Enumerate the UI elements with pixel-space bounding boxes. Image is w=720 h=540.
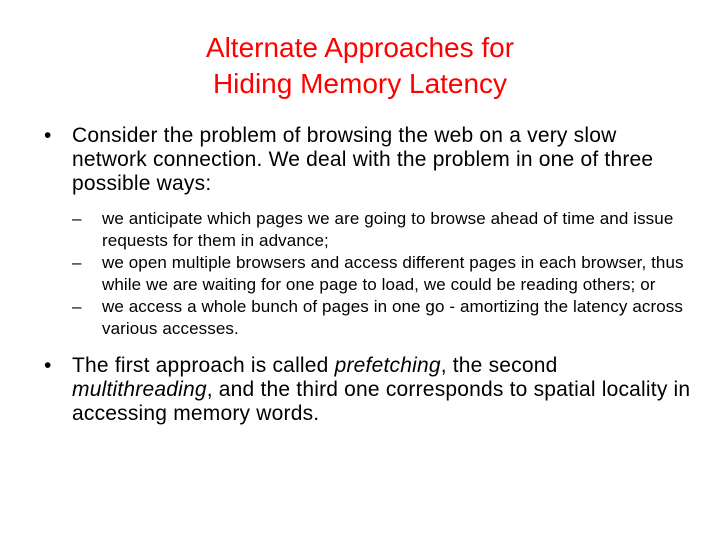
bullet-item <box>44 354 694 426</box>
bullet-item <box>44 124 694 196</box>
sub-bullet-text: we anticipate which pages we are going to browse ahead of time and issue requests for them in advance; <box>102 209 674 250</box>
dash-mark: – <box>72 297 82 316</box>
sub-bullet-item <box>44 296 694 340</box>
term-prefetching: prefetching <box>334 354 441 377</box>
title-line-1: Alternate Approaches for <box>205 32 515 63</box>
bullet-mark: • <box>44 124 52 147</box>
sub-bullet-text: we open multiple browsers and access different pages in each browser, thus while we are waiting for one page to load, we could be reading others; or <box>102 253 684 294</box>
sub-bullet-item <box>44 252 694 296</box>
bullet-text-part-2: , the second <box>440 354 558 377</box>
sub-bullet-text: we access a whole bunch of pages in one go - amortizing the latency across various accesses. <box>102 297 683 338</box>
bullet-mark: • <box>44 354 52 377</box>
slide-body <box>44 124 694 426</box>
dash-mark: – <box>72 253 82 272</box>
term-multithreading: multithreading <box>72 378 207 401</box>
bullet-text-part-1: The first approach is called <box>72 354 335 377</box>
title-line-2: Hiding Memory Latency <box>212 68 508 99</box>
bullet-text: Consider the problem of browsing the web on a very slow network connection. We deal with the problem in one of three possible ways: <box>72 124 654 195</box>
slide-title <box>0 30 720 102</box>
dash-mark: – <box>72 209 82 228</box>
sub-bullet-list <box>44 208 694 340</box>
sub-bullet-item <box>44 208 694 252</box>
bullet-text-part-3: , and the third one corresponds to spatial locality in accessing memory words. <box>72 378 691 425</box>
